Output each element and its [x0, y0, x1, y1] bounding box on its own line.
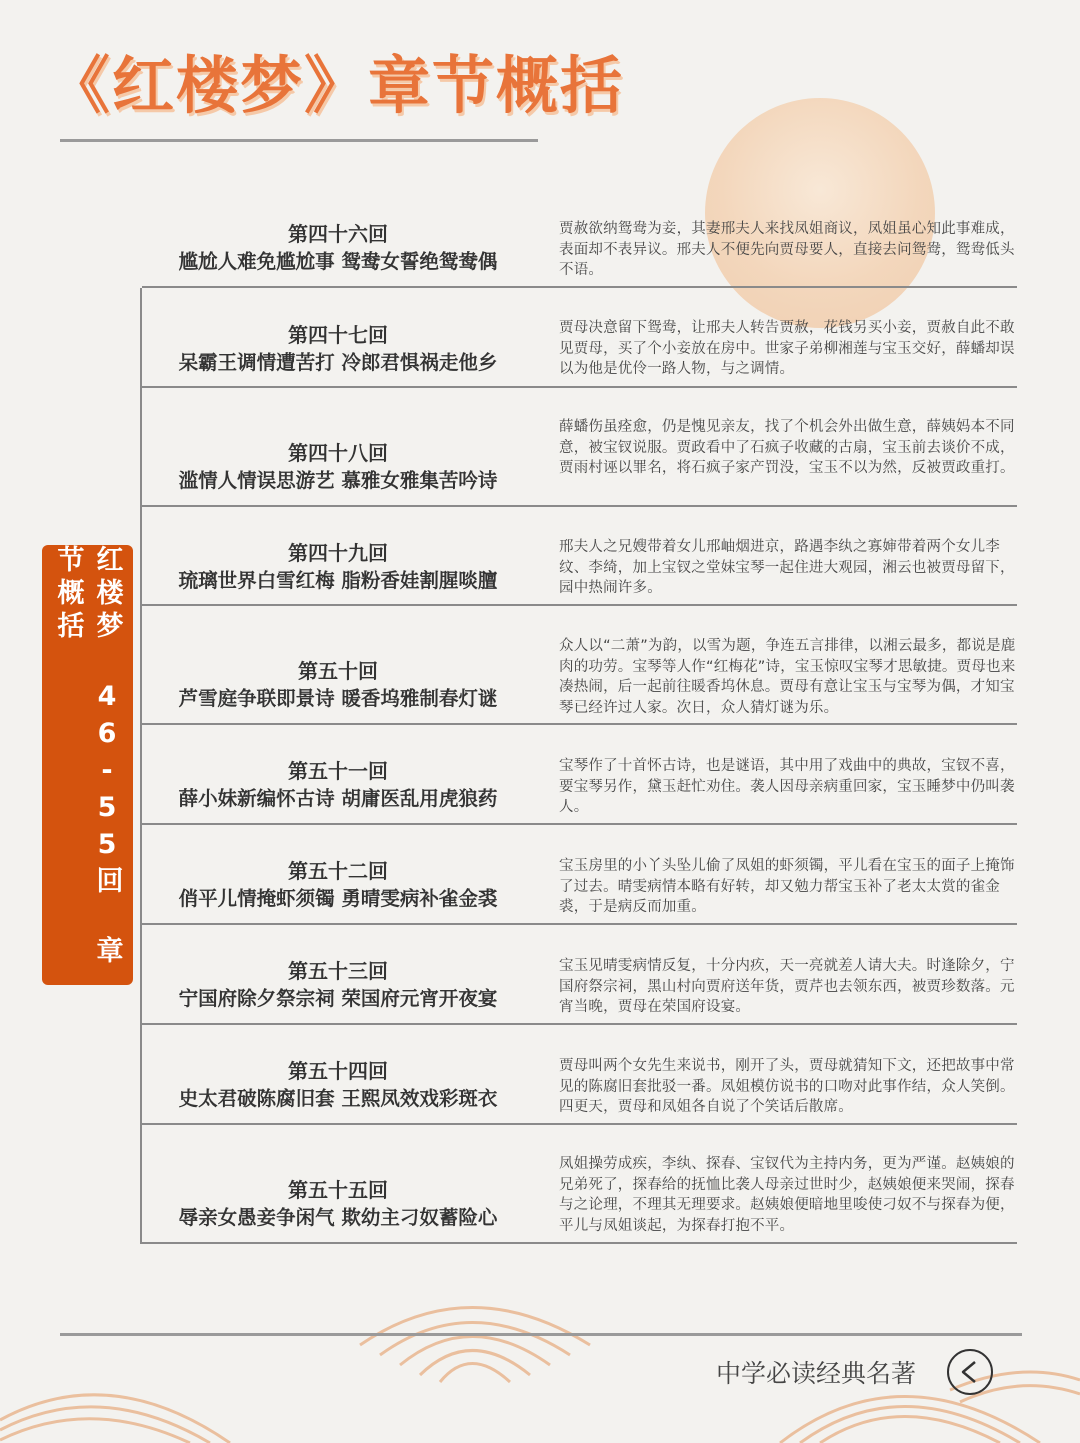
chapter-summary: 众人以“二萧”为韵，以雪为题，争连五言排律，以湘云最多，都说是鹿肉的功劳。宝琴等人作“红梅花”诗，宝玉惊叹宝琴才思敏捷。贾母也来凑热闹，后一起前往暖香坞休息。贾母有意让宝玉与宝琴为偶，才知宝琴已经许过人家。次日，众人猜灯谜为乐。 [559, 638, 1016, 716]
chapter-name: 辱亲女愚妾争闲气 欺幼主刁奴蓄险心 [178, 1206, 498, 1229]
row-divider [142, 1242, 1017, 1244]
chapter-row [142, 200, 1017, 288]
chapter-summary: 凤姐操劳成疾，李纨、探春、宝钗代为主持内务，更为严谨。赵姨娘的兄弟死了，探春给的抚恤比袭人母亲过世时少，赵姨娘便来哭闹，探春与之论理，不理其无理要求。赵姨娘便暗地里唆使刁奴不与探春为便，平儿与凤姐谈起，为探春打抱不平。 [559, 1156, 1015, 1234]
chapter-title [142, 539, 534, 595]
back-chevron-icon [949, 1351, 991, 1393]
chapter-row [142, 1125, 1017, 1244]
back-button[interactable] [947, 1349, 993, 1395]
chapter-name: 琉璃世界白雪红梅 脂粉香娃割腥啖膻 [178, 569, 498, 592]
chapter-row [142, 288, 1017, 388]
chapter-row [142, 388, 1017, 507]
chapter-title [142, 857, 534, 913]
title-divider [60, 139, 538, 142]
chapter-title [142, 321, 534, 377]
side-label: 红楼梦 46-55回 章节概括 [42, 545, 133, 985]
chapter-number: 第五十回 [298, 659, 378, 683]
chapter-title [142, 220, 534, 276]
chapter-title [142, 1176, 534, 1232]
chapter-summary: 贾母叫两个女先生来说书，刚开了头，贾母就猜知下文，还把故事中常见的陈腐旧套批驳一番。凤姐模仿说书的口吻对此事作结，众人笑倒。四更天，贾母和凤姐各自说了个笑话后散席。 [559, 1058, 1015, 1115]
chapter-title [142, 1057, 534, 1113]
chapter-number: 第五十三回 [288, 959, 388, 983]
chapter-name: 滥情人情误思游艺 慕雅女雅集苦吟诗 [178, 469, 498, 492]
chapter-number: 第五十五回 [288, 1178, 388, 1202]
chapter-name: 宁国府除夕祭宗祠 荣国府元宵开夜宴 [178, 987, 498, 1010]
chapter-number: 第四十七回 [288, 323, 388, 347]
chapter-name: 芦雪庭争联即景诗 暖香坞雅制春灯谜 [178, 687, 498, 710]
chapter-row [142, 1025, 1017, 1125]
chapter-summary: 邢夫人之兄嫂带着女儿邢岫烟进京，路遇李纨之寡婶带着两个女儿李纹、李绮，加上宝钗之堂妹宝琴一起住进大观园，湘云也被贾母留下，园中热闹许多。 [559, 539, 1015, 596]
chapter-title [142, 957, 534, 1013]
footer-text: 中学必读经典名著 [716, 1359, 917, 1388]
chapter-summary: 贾母决意留下鸳鸯，让邢夫人转告贾赦，花钱另买小妾，贾赦自此不敢见贾母，买了个小妾放在房中。世家子弟柳湘莲与宝玉交好，薛蟠却误以为他是优伶一路人物，与之调情。 [559, 320, 1015, 377]
chapter-summary: 宝玉房里的小丫头坠儿偷了凤姐的虾须镯，平儿看在宝玉的面子上掩饰了过去。晴雯病情本略有好转，却又勉力帮宝玉补了老太太赏的雀金裘，于是病反而加重。 [559, 858, 1015, 915]
chapter-title [142, 439, 534, 495]
chapter-name: 薛小妹新编怀古诗 胡庸医乱用虎狼药 [178, 787, 498, 810]
chapter-summary: 宝玉见晴雯病情反复，十分内疚，天一亮就差人请大夫。时逢除夕，宁国府祭宗祠，黑山村向贾府送年货，贾芹也去领东西，被贾珍数落。元宵当晚，贾母在荣国府设宴。 [559, 958, 1015, 1015]
chapter-number: 第五十四回 [288, 1059, 388, 1083]
chapter-summary: 宝琴作了十首怀古诗，也是谜语，其中用了戏曲中的典故，宝钗不喜，要宝琴另作，黛玉赶忙劝住。袭人因母亲病重回家，宝玉睡梦中仍叫袭人。 [559, 758, 1015, 815]
chapter-name: 史太君破陈腐旧套 王熙凤效戏彩斑衣 [178, 1087, 498, 1110]
chapter-summary: 贾赦欲纳鸳鸯为妾，其妻邢夫人来找凤姐商议，凤姐虽心知此事难成，表面却不表异议。邢夫人不便先向贾母要人，直接去问鸳鸯，鸳鸯低头不语。 [559, 221, 1015, 278]
chapter-number: 第五十一回 [288, 759, 388, 783]
chapter-number: 第五十二回 [288, 859, 388, 883]
chapter-title [142, 657, 534, 713]
page-title: 《红楼梦》章节概括 [48, 49, 625, 122]
chapter-row [142, 825, 1017, 925]
chapter-row [142, 725, 1017, 825]
chapter-name: 尴尬人难免尴尬事 鸳鸯女誓绝鸳鸯偶 [178, 250, 498, 273]
chapter-number: 第四十八回 [288, 441, 388, 465]
footer-divider [60, 1333, 1022, 1336]
chapter-summary: 薛蟠伤虽痊愈，仍是愧见亲友，找了个机会外出做生意，薛姨妈本不同意，被宝钗说服。贾政看中了石疯子收藏的古扇，宝玉前去谈价不成，贾雨村诬以罪名，将石疯子家产罚没，宝玉不以为然，反被贾政重打。 [559, 419, 1015, 476]
chapter-name: 俏平儿情掩虾须镯 勇晴雯病补雀金裘 [178, 887, 498, 910]
chapter-row [142, 925, 1017, 1025]
chapter-number: 第四十九回 [288, 541, 388, 565]
chapter-number: 第四十六回 [288, 222, 388, 246]
chapter-name: 呆霸王调情遭苦打 冷郎君惧祸走他乡 [178, 351, 498, 374]
chapter-title [142, 757, 534, 813]
chapter-row [142, 507, 1017, 606]
decorative-waves [0, 1270, 1080, 1443]
chapter-row [142, 606, 1017, 725]
